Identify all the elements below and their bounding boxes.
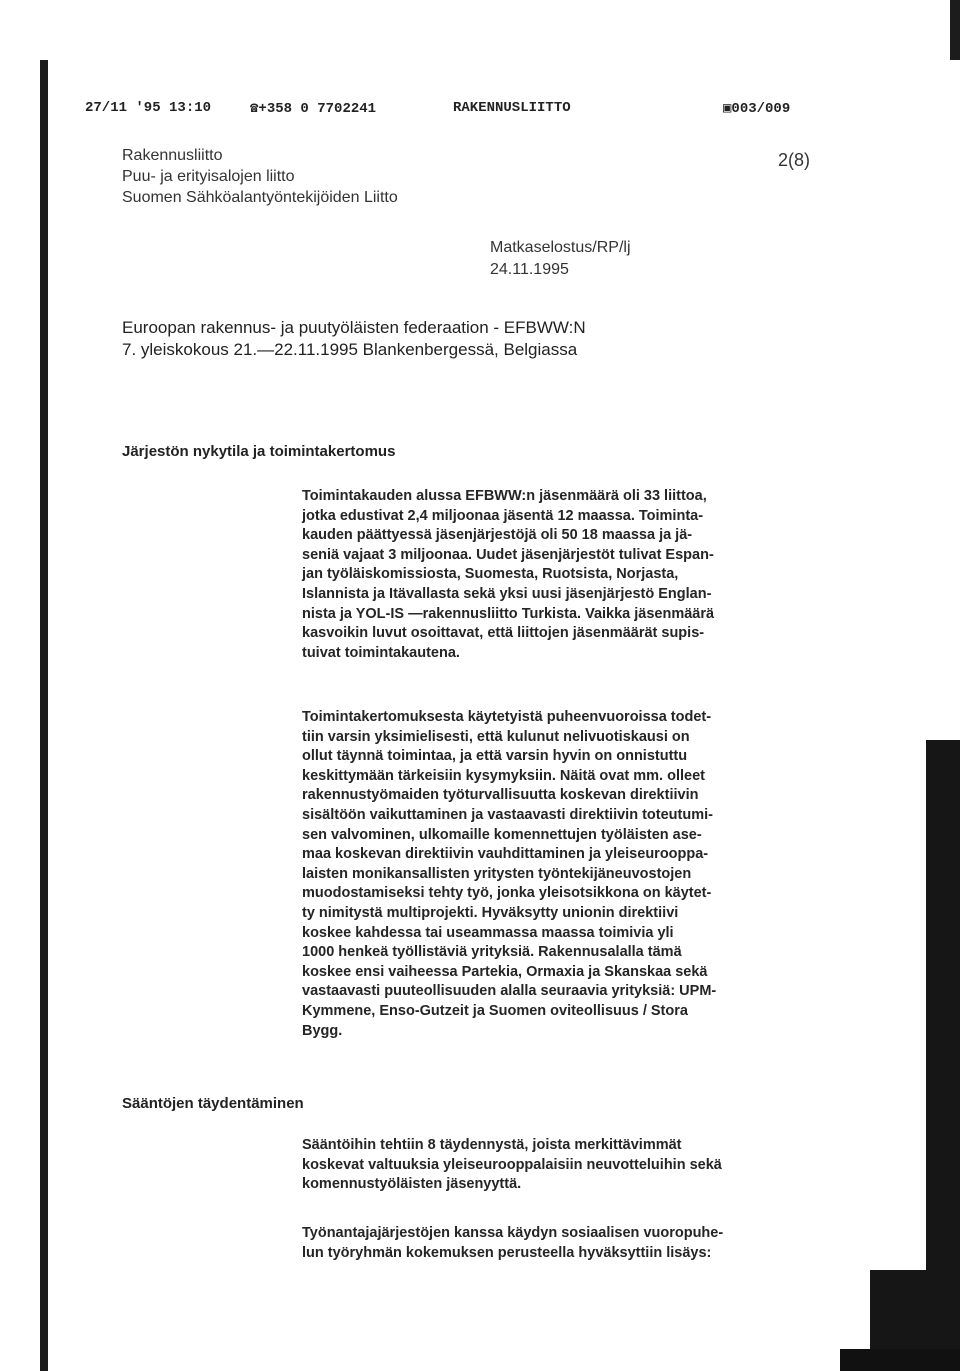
fax-header [85, 100, 845, 120]
fax-page-count: ▣003/009 [723, 101, 791, 117]
meeting-title-line: 7. yleiskokous 21.—22.11.1995 Blankenbergessä, Belgiassa [122, 340, 578, 359]
reference-code: Matkaselostus/RP/lj [490, 239, 631, 256]
fax-date-time: 27/11 '95 13:10 [85, 100, 212, 116]
text-line: koskevat valtuuksia yleiseurooppalaisiin neuvotteluihin sekä [302, 1156, 722, 1173]
text-line: rakennustyömaiden työturvallisuutta koskevan direktiivin [302, 787, 699, 804]
text-line: koskee kahdessa tai useammassa maassa toimivia yli [302, 924, 674, 941]
text-line: Työnantajajärjestöjen kanssa käydyn sosiaalisen vuoropuhe- [302, 1225, 724, 1241]
scan-shadow-bottom [840, 1349, 960, 1371]
text-line: jan työläiskomissiosta, Suomesta, Ruotsista, Norjasta, [302, 566, 679, 583]
section-heading-status-report: Järjestön nykytila ja toimintakertomus [122, 443, 396, 460]
text-line: ollut täynnä toimintaa, ja että varsin hyvin on onnistuttu [302, 748, 688, 765]
text-line: tuivat toimintakautena. [302, 644, 460, 661]
text-line: nista ja YOL-IS —rakennusliitto Turkista. Vaikka jäsenmäärä [302, 605, 715, 622]
letterhead-organizations [122, 145, 398, 208]
text-line: maa koskevan direktiivin vauhdittaminen ja yleiseurooppa- [302, 846, 709, 863]
organization-name: Rakennusliitto [122, 147, 223, 164]
scan-shadow-left [40, 60, 48, 1371]
text-line: kauden päättyessä jäsenjärjestöjä oli 50 18 maassa ja jä- [302, 527, 693, 544]
text-line: muodostamiseksi tehty työ, jonka yleisotsikkona on käytet- [302, 885, 712, 902]
text-line: Sääntöihin tehtiin 8 täydennystä, joista merkittävimmät [302, 1137, 682, 1153]
paragraph-membership [302, 487, 784, 663]
scan-shadow-top-right [950, 0, 960, 60]
text-line: sen valvominen, ulkomaille komennettujen työläisten ase- [302, 826, 702, 843]
organization-name: Puu- ja erityisalojen liitto [122, 168, 295, 185]
text-line: vastaavasti puuteollisuuden alalla seuraavia yrityksiä: UPM- [302, 983, 717, 1000]
fax-sender: RAKENNUSLIITTO [453, 100, 571, 116]
reference-block [490, 237, 631, 281]
scan-shadow-right [926, 740, 960, 1371]
text-line: keskittymään tärkeisiin kysymyksiin. Näitä ovat mm. olleet [302, 767, 705, 784]
page-number: 2(8) [778, 150, 811, 170]
meeting-title [122, 317, 586, 361]
text-line: laisten monikansallisten yritysten työntekijäneuvostojen [302, 865, 692, 882]
text-line: Islannista ja Itävallasta sekä yksi uusi jäsenjärjestö Englan- [302, 585, 712, 602]
text-line: Toimintakertomuksesta käytetyistä puheenvuoroissa todet- [302, 709, 712, 725]
text-line: seniä vajaat 3 miljoonaa. Uudet jäsenjärjestöt tulivat Espan- [302, 546, 714, 563]
text-line: jotka edustivat 2,4 miljoonaa jäsentä 12 maassa. Toiminta- [302, 507, 704, 524]
section-heading-rules: Sääntöjen täydentäminen [122, 1095, 304, 1112]
text-line: lun työryhmän kokemuksen perusteella hyväksyttiin lisäys: [302, 1244, 712, 1261]
text-line: Toimintakauden alussa EFBWW:n jäsenmäärä oli 33 liittoa, [302, 488, 707, 504]
text-line: sisältöön vaikuttaminen ja vastaavasti direktiivin toteutumi- [302, 806, 713, 823]
paragraph-social-dialogue [302, 1224, 784, 1263]
paragraph-rule-amendments [302, 1136, 784, 1195]
fax-phone: ☎+358 0 7702241 [250, 101, 377, 117]
text-line: Bygg. [302, 1022, 343, 1039]
text-line: tiin varsin yksimielisesti, että kulunut nelivuotiskausi on [302, 728, 690, 745]
text-line: Kymmene, Enso-Gutzeit ja Suomen oviteollisuus / Stora [302, 1002, 688, 1019]
text-line: 1000 henkeä työllistäviä yrityksiä. Rakennusalalla tämä [302, 944, 682, 961]
meeting-title-line: Euroopan rakennus- ja puutyöläisten federaation - EFBWW:N [122, 318, 586, 337]
text-line: komennustyöläisten jäsenyyttä. [302, 1176, 522, 1193]
organization-name: Suomen Sähköalantyöntekijöiden Liitto [122, 189, 398, 206]
text-line: ty nimitystä multiprojekti. Hyväksytty unionin direktiivi [302, 904, 679, 921]
text-line: koskee ensi vaiheessa Partekia, Ormaxia ja Skanskaa sekä [302, 963, 708, 980]
reference-date: 24.11.1995 [490, 261, 569, 278]
text-line: kasvoikin luvut osoittavat, että liittojen jäsenmäärät supis- [302, 625, 705, 642]
paragraph-activity-report [302, 708, 784, 1041]
